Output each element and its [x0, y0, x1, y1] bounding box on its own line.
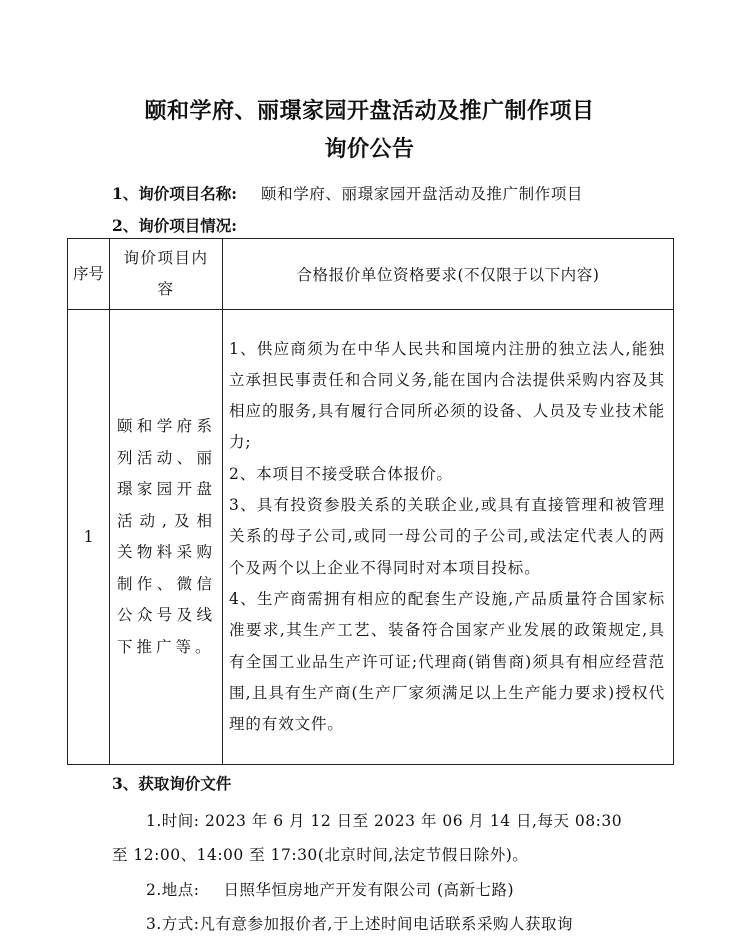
header-no: 序号 — [68, 239, 110, 310]
row-requirements — [223, 310, 674, 765]
time-line-2: 至 12:00、14:00 至 17:30(北京时间,法定节假日除外)。 — [112, 846, 529, 864]
table-header-row — [68, 239, 674, 310]
requirement-item: 4、生产商需拥有相应的配套生产设施,产品质量符合国家标准要求,其生产工艺、装备符合国家产业发展的政策规定,具有全国工业品生产许可证;代理商(销售商)须具有相应经营范围,且具有生产商(生产厂家须满足以上生产能力要求)授权代理的有效文件。 — [229, 589, 665, 734]
section-project-info-label: 2、询价项目情况: — [112, 216, 238, 235]
row-item — [110, 310, 223, 765]
time-line-1: 1.时间: 2023 年 6 月 12 日至 2023 年 06 月 14 日,每天 08:30 — [146, 812, 623, 830]
header-item-text: 询价项目内容 — [123, 249, 209, 298]
requirement-item: 1、供应商须为在中华人民共和国境内注册的独立法人,能独立承担民事责任和合同义务,能在国内合法提供采购内容及其相应的服务,具有履行合同所必须的设备、人员及专业技术能力; — [229, 339, 665, 452]
requirement-item: 3、具有投资参股关系的关联企业,或具有直接管理和被管理关系的母子公司,或同一母公司的子公司,或法定代表人的两个及两个以上企业不得同时对本项目投标。 — [229, 496, 665, 577]
section-obtain-docs-label: 3、获取询价文件 — [112, 774, 232, 793]
document-title: 颐和学府、丽璟家园开盘活动及推广制作项目 — [144, 98, 595, 124]
place-value: 日照华恒房地产开发有限公司 (高新七路) — [223, 881, 515, 899]
document-subtitle: 询价公告 — [324, 136, 415, 162]
requirements-table — [67, 238, 674, 765]
place-label: 2.地点: — [146, 881, 200, 899]
row-item-text: 颐和学府系列活动、丽璟家园开盘活动,及相关物料采购制作、微信公众号及线下推广等。 — [117, 417, 216, 656]
section-project-name — [112, 182, 583, 204]
requirement-item: 2、本项目不接受联合体报价。 — [229, 464, 453, 483]
requirements-list — [223, 334, 673, 741]
header-requirements: 合格报价单位资格要求(不仅限于以下内容) — [223, 239, 674, 310]
section-project-name-value: 颐和学府、丽璟家园开盘活动及推广制作项目 — [261, 185, 584, 203]
method-line: 3.方式:凡有意参加报价者,于上述时间电话联系采购人获取询 — [146, 915, 573, 933]
table-row — [68, 310, 674, 765]
header-item — [110, 239, 223, 310]
row-no: 1 — [68, 310, 110, 765]
place-line — [146, 878, 514, 900]
section-project-name-label: 1、询价项目名称: — [112, 184, 238, 203]
